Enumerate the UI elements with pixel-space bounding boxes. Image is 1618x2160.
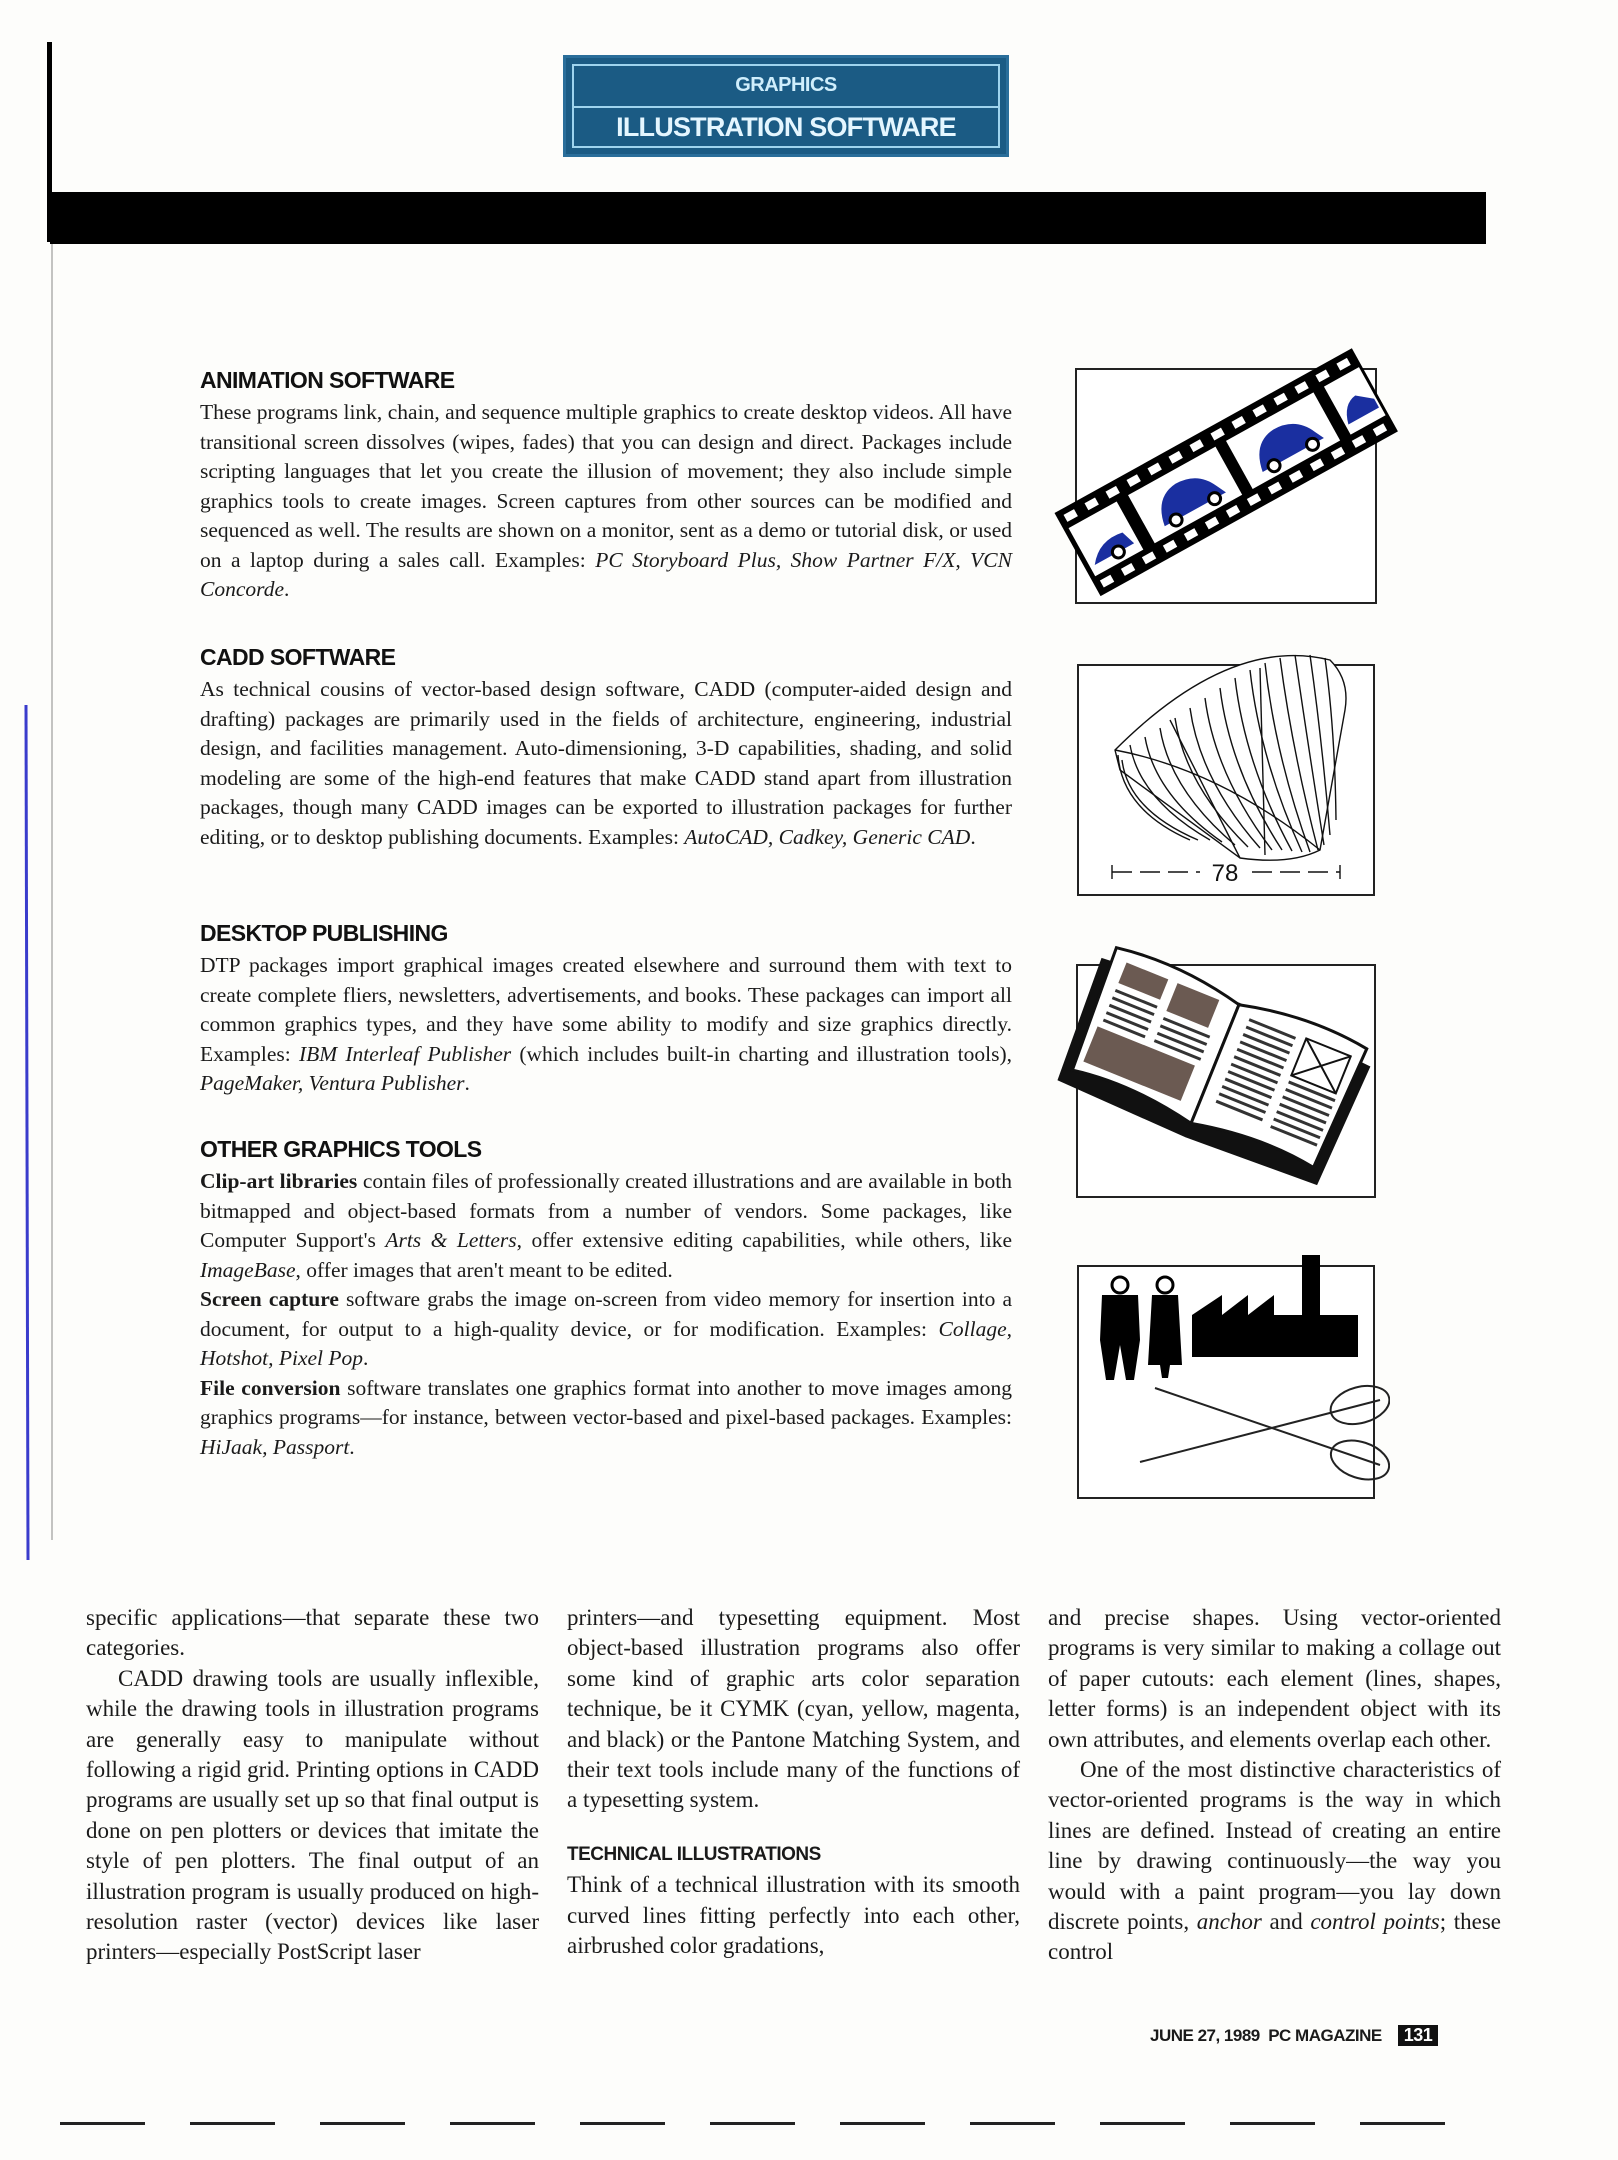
issue-line: JUNE 27, 1989 PC MAGAZINE (1150, 2026, 1382, 2045)
sidebar-section-animation (200, 367, 1012, 605)
body-text: software grabs the image on-screen from video memory for insertion into a document, for output to a high-quality device, or for modification. Examples: (200, 1287, 1012, 1341)
bottom-rule (580, 2122, 665, 2125)
bottom-rule (60, 2122, 145, 2125)
body-text: , offer images that aren't meant to be edited. (295, 1257, 673, 1282)
body-text: and (1261, 1909, 1311, 1935)
article-column-3 (1048, 1603, 1501, 1968)
body-text: As technical cousins of vector-based design software, CADD (computer-aided design and drafting) packages are primarily used in the fields of architecture, engineering, industrial design, and facilities management. Auto-dimensioning, 3-D capabilities, shading, and solid modeling are some of the high-end features that make CADD stand apart from illustration packages, though many CADD images can be exported to illustration packages for further editing, or to desktop publishing documents. Examples: (200, 677, 1012, 849)
bottom-rule (970, 2122, 1055, 2125)
article-column-2 (567, 1603, 1020, 1961)
term: anchor (1196, 1909, 1262, 1935)
section-body (200, 675, 1012, 852)
term: File conversion (200, 1375, 341, 1400)
wireframe-cone-icon (1060, 640, 1390, 910)
body-text: contain files of professionally created illustrations and are available in both bitmapped and object-based formats from a number of vendors. Some packages, like Computer Support's (200, 1169, 1012, 1252)
paragraph: CADD drawing tools are usually inflexible, while the drawing tools in illustration programs are generally easy to manipulate without following a rigid grid. Printing options in CADD programs are usually set up so that final output is done on pen plotters or devices that imitate the style of pen plotters. The final output of an illustration program is usually produced on high-resolution raster (vector) devices like laser printers—especially PostScript laser (86, 1665, 539, 1965)
paragraph: specific applications—that separate these two categories. (86, 1605, 539, 1661)
section-title: ILLUSTRATION SOFTWARE (616, 112, 956, 142)
bottom-rule (710, 2122, 795, 2125)
body-text: (which includes built-in charting and illustration tools), (511, 1041, 1013, 1066)
body-text: software translates one graphics format into another to move images among graphics programs—for instance, between vector-based and pixel-based packages. Examples: (200, 1375, 1012, 1429)
section-header-box (563, 55, 1009, 157)
clip-art-paragraph (200, 1167, 1012, 1285)
section-heading: OTHER GRAPHICS TOOLS (200, 1136, 482, 1162)
section-header-frame (572, 64, 1000, 148)
body-text: , offer extensive editing capabilities, while others, like (516, 1228, 1012, 1252)
examples-text: PC Storyboard Plus, Show Partner F/X, VCN Concorde (200, 547, 1012, 601)
section-category: GRAPHICS (735, 74, 837, 96)
sidebar-section-dtp (200, 920, 1012, 1099)
section-heading: ANIMATION SOFTWARE (200, 367, 455, 393)
bottom-rule (190, 2122, 275, 2125)
file-conversion-paragraph (200, 1374, 1012, 1463)
sidebar-section-cadd (200, 644, 1012, 852)
page-footer (1150, 2025, 1438, 2046)
section-heading: CADD SOFTWARE (200, 644, 396, 670)
product-name: ImageBase (200, 1257, 296, 1282)
body-end: . (464, 1071, 470, 1095)
bottom-rule (840, 2122, 925, 2125)
open-book-icon (1050, 930, 1390, 1200)
page-number: 131 (1398, 2025, 1439, 2046)
paragraph: and precise shapes. Using vector-oriented programs is very similar to making a collage out of paper cutouts: each element (lines, shapes, letter forms) is an independent object with its own attributes, and elements overlap each other. (1048, 1605, 1501, 1752)
page-margin-rule-thin (51, 240, 53, 1540)
header-black-bar (50, 192, 1486, 244)
section-body (200, 951, 1012, 1099)
product-name: Arts & Letters (385, 1228, 517, 1252)
body-text: . (363, 1346, 369, 1370)
bottom-rule (450, 2122, 535, 2125)
body-text: . (349, 1434, 355, 1459)
product-name: Collage, Hotshot, Pixel Pop (200, 1316, 1012, 1370)
bottom-rule (1230, 2122, 1315, 2125)
examples-text: AutoCAD, Cadkey, Generic CAD (684, 824, 971, 849)
term: control points (1310, 1909, 1440, 1935)
examples-text: IBM Interleaf Publisher (298, 1041, 512, 1066)
section-heading: DESKTOP PUBLISHING (200, 920, 448, 946)
article-column-1 (86, 1603, 539, 1968)
product-name: HiJaak, Passport (200, 1434, 350, 1459)
film-strip-icon (1050, 330, 1400, 610)
sidebar-section-other-tools (200, 1136, 1012, 1462)
paragraph (1048, 1755, 1501, 1968)
body-text: ; these control (1048, 1909, 1501, 1965)
scan-artifact-streak (22, 690, 30, 1570)
body-text: DTP packages import graphical images created elsewhere and surround them with text to create complete fliers, newsletters, advertisements, and books. These packages can import all common graphics types, and they have some ability to modify and size graphics directly. Examples: (200, 953, 1012, 1066)
bottom-rule (1360, 2122, 1445, 2125)
body-text: These programs link, chain, and sequence multiple graphics to create desktop videos. All have transitional screen dissolves (wipes, fades) that you can design and direct. Packages include scripting languages that let you create the illusion of movement; they also include simple graphics tools to create images. Screen captures from other sources can be modified and sequenced as well. The results are shown on a monitor, sent as a demo or tutorial disk, or used on a laptop during a sales call. Examples: (200, 400, 1012, 572)
paragraph: Think of a technical illustration with its smooth curved lines fitting perfectly into each other, airbrushed color gradations, (567, 1872, 1020, 1959)
term: Clip-art libraries (200, 1169, 358, 1193)
body-end: . (284, 577, 290, 601)
section-body (200, 398, 1012, 605)
body-end: . (970, 824, 976, 849)
paragraph: printers—and typesetting equipment. Most object-based illustration programs also offer some kind of graphic arts color separation technique, be it CYMK (cyan, yellow, magenta, and black) or the Pantone Matching System, and their text tools include many of the functions of a typesetting system. (567, 1605, 1020, 1813)
screen-capture-paragraph (200, 1285, 1012, 1374)
examples-text: PageMaker, Ventura Publisher (200, 1071, 465, 1095)
term: Screen capture (200, 1287, 339, 1311)
bottom-rule (320, 2122, 405, 2125)
bottom-rule (1100, 2122, 1185, 2125)
subheading: TECHNICAL ILLUSTRATIONS (567, 1843, 821, 1865)
body-text: One of the most distinctive characteristics of vector-oriented programs is the way in which lines are defined. Instead of creating an entire line by drawing continuously—the way you would with a paint program—you lay down discrete points, (1048, 1757, 1501, 1935)
header-divider (574, 106, 998, 108)
clip-art-scissors-icon (1060, 1240, 1390, 1510)
dimension-label: 78 (1211, 860, 1239, 887)
